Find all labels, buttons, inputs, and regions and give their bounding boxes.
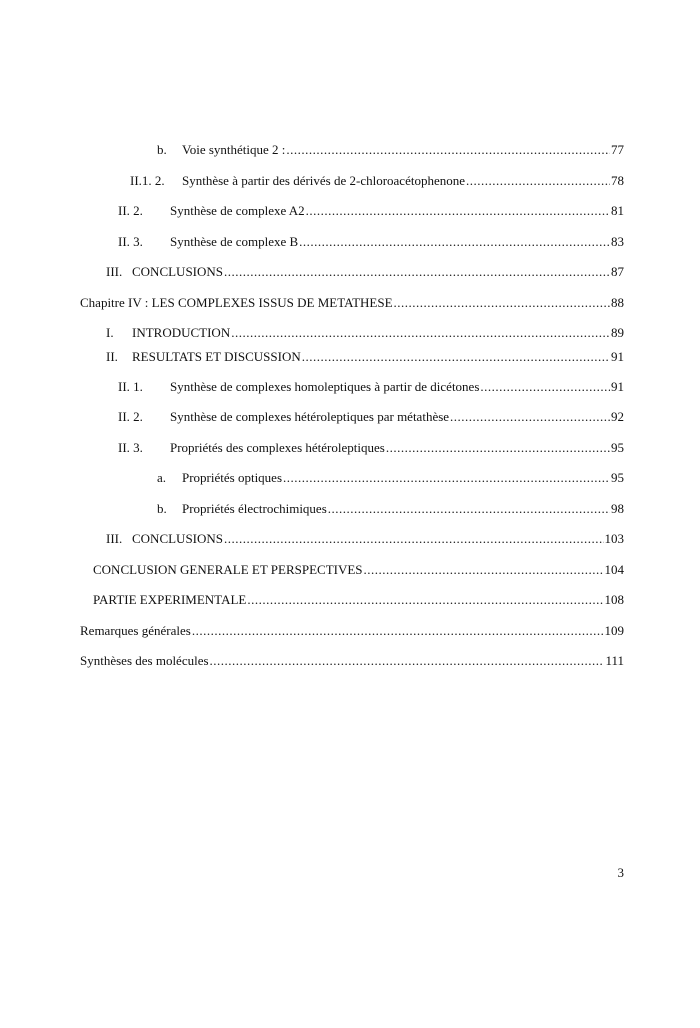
dot-leader [386,439,610,457]
toc-entry-title: CONCLUSIONS [132,531,224,546]
dot-leader [466,172,610,190]
toc-entry[interactable] [118,439,624,457]
toc-entry[interactable] [130,172,624,190]
toc-entry-number: a. [157,470,167,485]
toc-entry[interactable] [118,202,624,220]
toc-entry-number: III. [106,264,123,279]
toc-entry-number: II. 1. [118,379,143,394]
toc-entry-page: 81 [611,203,624,218]
toc-entry[interactable] [118,378,624,396]
toc-entry-page: 89 [611,325,624,340]
toc-entry-number: I. [106,325,114,340]
toc-entry-page: 91 [611,379,624,394]
toc-entry-title: Propriétés électrochimiques [182,501,327,516]
toc-entry-title: RESULTATS ET DISCUSSION [132,349,301,364]
toc-entry-title: Propriétés des complexes hétéroleptiques [170,440,385,455]
toc-entry-page: 78 [611,173,624,188]
toc-entry-page: 103 [604,531,624,546]
dot-leader [210,652,605,670]
toc-entry[interactable] [157,469,624,487]
toc-entry[interactable] [80,622,624,640]
toc-entry-number: II. 3. [118,440,143,455]
dot-leader [283,469,610,487]
toc-entry-title: PARTIE EXPERIMENTALE [93,592,247,607]
toc-entry-page: 108 [604,592,624,607]
toc-entry[interactable] [106,348,624,366]
toc-entry-title: CONCLUSION GENERALE ET PERSPECTIVES [93,562,363,577]
dot-leader [299,233,610,251]
dot-leader [328,500,610,518]
toc-entry-page: 111 [605,653,624,668]
dot-leader [450,408,610,426]
toc-entry-title: Synthèse de complexe A2 [170,203,305,218]
toc-entry-page: 95 [611,470,624,485]
dot-leader [192,622,604,640]
toc-entry[interactable] [157,141,624,159]
toc-entry-page: 92 [611,409,624,424]
toc-entry[interactable] [106,324,624,342]
toc-entry-title: Propriétés optiques [182,470,283,485]
dot-leader [302,348,610,366]
dot-leader [231,324,610,342]
toc-entry-title: Voie synthétique 2 : [182,142,286,157]
toc-entry-number: II. 2. [118,203,143,218]
toc-entry-number: II. [106,349,118,364]
toc-entry[interactable] [106,530,624,548]
toc-entry-page: 109 [604,623,624,638]
toc-entry-number: II. 3. [118,234,143,249]
toc-entry-title: Synthèse de complexes homoleptiques à partir de dicétones [170,379,480,394]
dot-leader [480,378,610,396]
toc-entry-title: Chapitre IV : LES COMPLEXES ISSUS DE METATHESE [80,295,393,310]
toc-entry-title: Synthèse de complexes hétéroleptiques par métathèse [170,409,450,424]
toc-entry[interactable] [80,294,624,312]
toc-entry-number: II. 2. [118,409,143,424]
dot-leader [364,561,604,579]
dot-leader [286,141,610,159]
toc-entry-title: Remarques générales [80,623,191,638]
toc-entry[interactable] [93,561,624,579]
toc-entry[interactable] [157,500,624,518]
toc-entry-title: Synthèses des molécules [80,653,209,668]
dot-leader [224,530,603,548]
toc-entry-title: CONCLUSIONS [132,264,224,279]
toc-entry-title: Synthèse de complexe B [170,234,299,249]
toc-entry[interactable] [80,652,624,670]
toc-entry-page: 104 [604,562,624,577]
toc-entry-page: 88 [611,295,624,310]
page-number: 3 [617,865,624,880]
dot-leader [394,294,610,312]
toc-entry[interactable] [118,408,624,426]
toc-entry-title: INTRODUCTION [132,325,231,340]
toc-entry-page: 77 [611,142,624,157]
toc-entry-number: II.1. 2. [130,173,165,188]
toc-entry-number: b. [157,501,167,516]
toc-entry[interactable] [93,591,624,609]
dot-leader [224,263,610,281]
toc-entry-page: 87 [611,264,624,279]
toc-entry-page: 95 [611,440,624,455]
toc-entry-page: 91 [611,349,624,364]
dot-leader [247,591,603,609]
dot-leader [306,202,610,220]
toc-entry[interactable] [118,233,624,251]
toc-entry-number: b. [157,142,167,157]
toc-entry[interactable] [106,263,624,281]
toc-entry-number: III. [106,531,123,546]
toc-entry-title: Synthèse à partir des dérivés de 2-chloroacétophenone [182,173,466,188]
toc-entry-page: 98 [611,501,624,516]
toc-entry-page: 83 [611,234,624,249]
